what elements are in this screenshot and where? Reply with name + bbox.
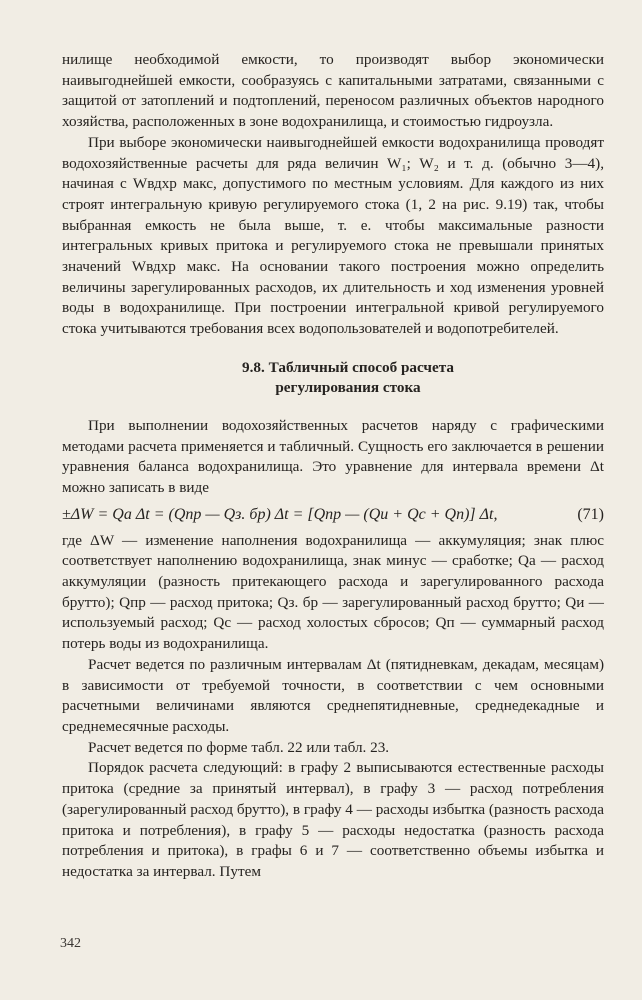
paragraph-intervals: Расчет ведется по различным интервалам Δt (пятидневкам, декадам, месяцам) в зависимости от требуемой точности, в соответствии с чем основными расчетными величинами являются среднепятидневные, среднедекадные и среднемесячные расходы.: [62, 655, 604, 735]
section-heading-line-1: 9.8. Табличный способ расчета: [242, 358, 454, 376]
paragraph-symbol-definitions: где ΔW — изменение наполнения водохранилища — аккумуляция; знак плюс соответствует наполнению водохранилища, знак минус — сработке; Qа — расход аккумуляции (разность притекающего расхода и зарегулированного расхода брутто); Qпр — расход притока; Qз. бр — зарегулированный расход брутто; Qи — используемый расход; Qс — расход холостых сбросов; Qп — суммарный расход потерь воды из водохранилища.: [62, 531, 604, 653]
section-heading-line-2: регулирования стока: [275, 379, 421, 397]
section-heading: [62, 358, 604, 399]
equation-71-number: (71): [577, 505, 604, 523]
paragraph-continuation: нилище необходимой емкости, то производят выбор экономически наивыгоднейшей емкости, сообразуясь с капитальными затратами, связанными с защитой от затоплений и подтоплений, переносом различных объектов народного хозяйства, расположенных в зоне водохранилища, и стоимостью гидроузла.: [62, 51, 604, 131]
paragraph-table-method-intro: При выполнении водохозяйственных расчетов наряду с графическими методами расчета применяется и табличный. Сущность его заключается в решении уравнения баланса водохранилища. Это уравнение для интервала времени Δt можно записать в виде: [62, 416, 604, 496]
equation-71: [62, 504, 604, 526]
page-number: 342: [60, 936, 81, 951]
paragraph-procedure: Порядок расчета следующий: в графу 2 выписываются естественные расходы притока (средние за принятый интервал), в графу 3 — расход потребления (зарегулированный расход брутто), в графу 4 — расходы избытка (разность расхода притока и потребления), в графу 5 — расходы недостатка (разность расхода потребления и притока), в графы 6 и 7 — соответственно объемы избытка и недостатка за интервал. Путем: [62, 759, 604, 880]
equation-71-body: ±ΔW = Qа Δt = (Qпр — Qз. бр) Δt = [Qпр — (Qи + Qс + Qп)] Δt,: [62, 505, 498, 523]
page-body: [62, 50, 604, 883]
paragraph-economic-capacity: При выборе экономически наивыгоднейшей емкости водохранилища проводят водохозяйственные расчеты для ряда величин W₁; W₂ и т. д. (обычно 3—4), начиная с Wвдхр макс, допустимого по местным условиям. Для каждого из них строят интегральную кривую регулируемого стока (1, 2 на рис. 9.19) так, чтобы выбранная емкость не была выше, т. е. чтобы максимальные разности интегральных кривых притока и регулируемого стока не превышали принятых значений Wвдхр макс. На основании такого построения можно определить величины зарегулированных расходов, их длительность и ход изменения уровней воды в водохранилище. При построении интегральной кривой регулируемого стока учитываются требования всех водопользователей и водопотребителей.: [62, 133, 604, 338]
paragraph-table-form: Расчет ведется по форме табл. 22 или табл. 23.: [88, 738, 390, 756]
